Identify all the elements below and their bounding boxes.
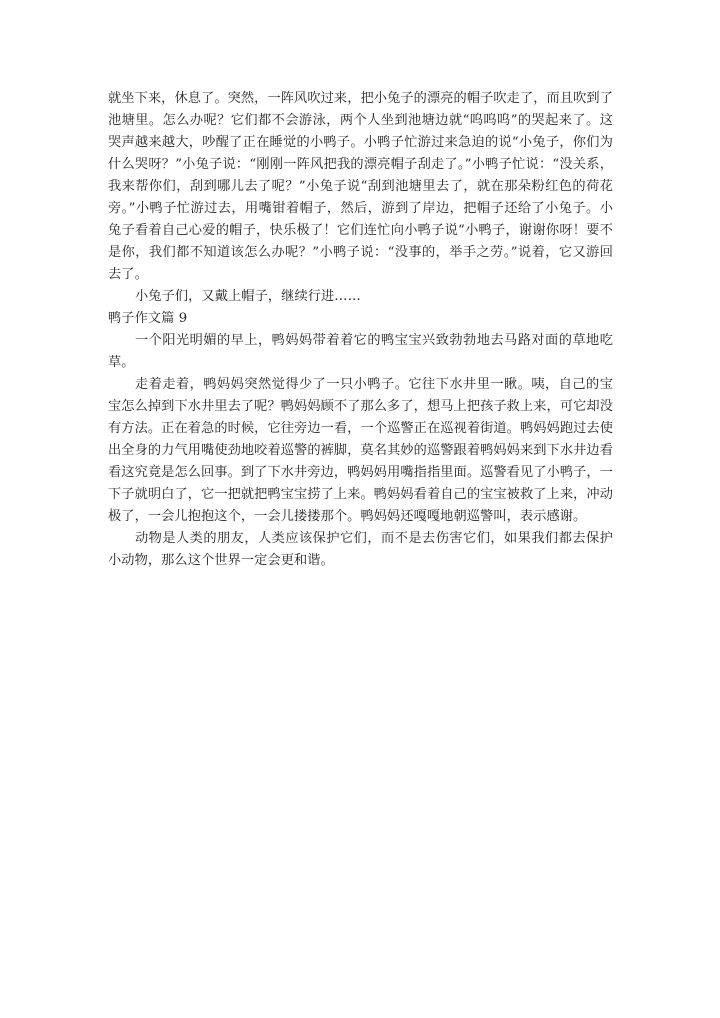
document-body xyxy=(108,88,613,572)
paragraph-story-continuation: 就坐下来，休息了。突然，一阵风吹过来，把小兔子的漂亮的帽子吹走了，而且吹到了池塘里。怎么办呢？它们都不会游泳，两个人坐到池塘边就“呜呜呜”的哭起来了。这哭声越来越大，吵醒了正在睡觉的小鸭子。小鸭子忙游过来急迫的说“小兔子，你们为什么哭呀？”小兔子说：“刚刚一阵风把我的漂亮帽子刮走了。”小鸭子忙说：“没关系，我来帮你们，刮到哪儿去了呢？”小兔子说“刮到池塘里去了，就在那朵粉红色的荷花旁。”小鸭子忙游过去，用嘴钳着帽子，然后，游到了岸边，把帽子还给了小兔子。小兔子看着自己心爱的帽子，快乐极了！它们连忙向小鸭子说“小鸭子，谢谢你呀！要不是你，我们都不知道该怎么办呢？”小鸭子说：“没事的，举手之劳。”说着，它又游回去了。 xyxy=(108,91,613,282)
paragraph-morning: 一个阳光明媚的早上，鸭妈妈带着着它的鸭宝宝兴致勃勃地去马路对面的草地吃草。 xyxy=(108,333,613,370)
paragraph-rabbits-continue: 小兔子们，又戴上帽子，继续行进…… xyxy=(135,289,361,304)
paragraph-rescue: 走着走着，鸭妈妈突然觉得少了一只小鸭子。它往下水井里一瞅。咦，自己的宝宝怎么掉到下水井里去了呢？鸭妈妈顾不了那么多了，想马上把孩子救上来，可它却没有方法。正在着急的时候，它往旁边一看，一个巡警正在巡视着街道。鸭妈妈跑过去使出全身的力气用嘴使劲地咬着巡警的裤脚，莫名其妙的巡警跟着鸭妈妈来到下水井边看看这究竟是怎么回事。到了下水井旁边，鸭妈妈用嘴指指里面。巡警看见了小鸭子，一下子就明白了，它一把就把鸭宝宝捞了上来。鸭妈妈看着自己的宝宝被救了上来，冲动极了，一会儿抱抱这个，一会儿搂搂那个。鸭妈妈还嘎嘎地朝巡警叫，表示感谢。 xyxy=(108,377,613,524)
paragraph-conclusion: 动物是人类的朋友，人类应该保护它们，而不是去伤害它们，如果我们都去保护小动物，那么这个世界一定会更和谐。 xyxy=(108,531,613,568)
section-heading: 鸭子作文篇 9 xyxy=(108,311,188,326)
